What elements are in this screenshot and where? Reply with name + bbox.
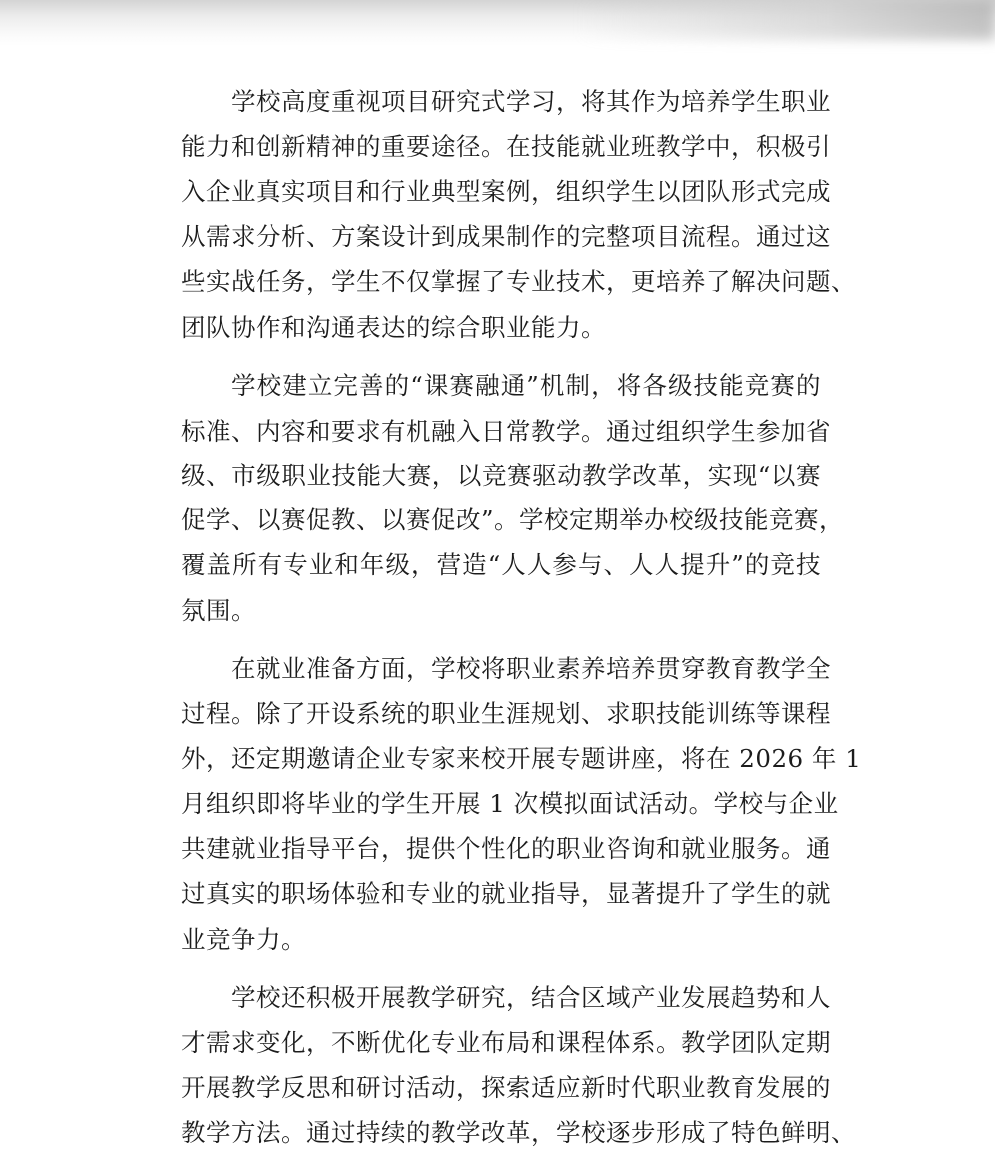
text-line: 级、市级职业技能大赛，以竞赛驱动教学改革，实现“以赛 — [181, 461, 821, 490]
text-line: 促学、以赛促教、以赛促改”。学校定期举办校级技能竞赛， — [181, 505, 845, 534]
text-line: 标准、内容和要求有机融入日常教学。通过组织学生参加省 — [181, 417, 831, 446]
text-line: 业竞争力。 — [181, 925, 306, 954]
text-line: 在就业准备方面，学校将职业素养培养贯穿教育教学全 — [231, 654, 831, 683]
text-line: 学校高度重视项目研究式学习，将其作为培养学生职业 — [231, 87, 831, 116]
text-line: 能力和创新精神的重要途径。在技能就业班教学中，积极引 — [181, 132, 831, 161]
text-line: 开展教学反思和研讨活动，探索适应新时代职业教育发展的 — [181, 1073, 831, 1102]
text-line: 教学方法。通过持续的教学改革，学校逐步形成了特色鲜明、 — [181, 1118, 856, 1147]
text-line: 团队协作和沟通表达的综合职业能力。 — [181, 313, 606, 342]
text-line: 入企业真实项目和行业典型案例，组织学生以团队形式完成 — [181, 177, 831, 206]
text-line: 共建就业指导平台，提供个性化的职业咨询和就业服务。通 — [181, 834, 831, 863]
text-line: 月组织即将毕业的学生开展 1 次模拟面试活动。学校与企业 — [181, 789, 839, 818]
text-line: 覆盖所有专业和年级，营造“人人参与、人人提升”的竞技 — [181, 550, 821, 579]
text-line: 氛围。 — [181, 596, 256, 625]
text-line: 外，还定期邀请企业专家来校开展专题讲座，将在 2026 年 1 — [181, 744, 862, 773]
text-line: 学校建立完善的“课赛融通”机制，将各级技能竞赛的 — [231, 371, 821, 400]
text-line: 过真实的职场体验和专业的就业指导，显著提升了学生的就 — [181, 879, 831, 908]
text-line: 才需求变化，不断优化专业布局和课程体系。教学团队定期 — [181, 1028, 831, 1057]
text-line: 学校还积极开展教学研究，结合区域产业发展趋势和人 — [231, 983, 831, 1012]
text-line: 从需求分析、方案设计到成果制作的完整项目流程。通过这 — [181, 222, 831, 251]
text-line: 过程。除了开设系统的职业生涯规划、求职技能训练等课程 — [181, 699, 831, 728]
text-line: 些实战任务，学生不仅掌握了专业技术，更培养了解决问题、 — [181, 267, 856, 296]
